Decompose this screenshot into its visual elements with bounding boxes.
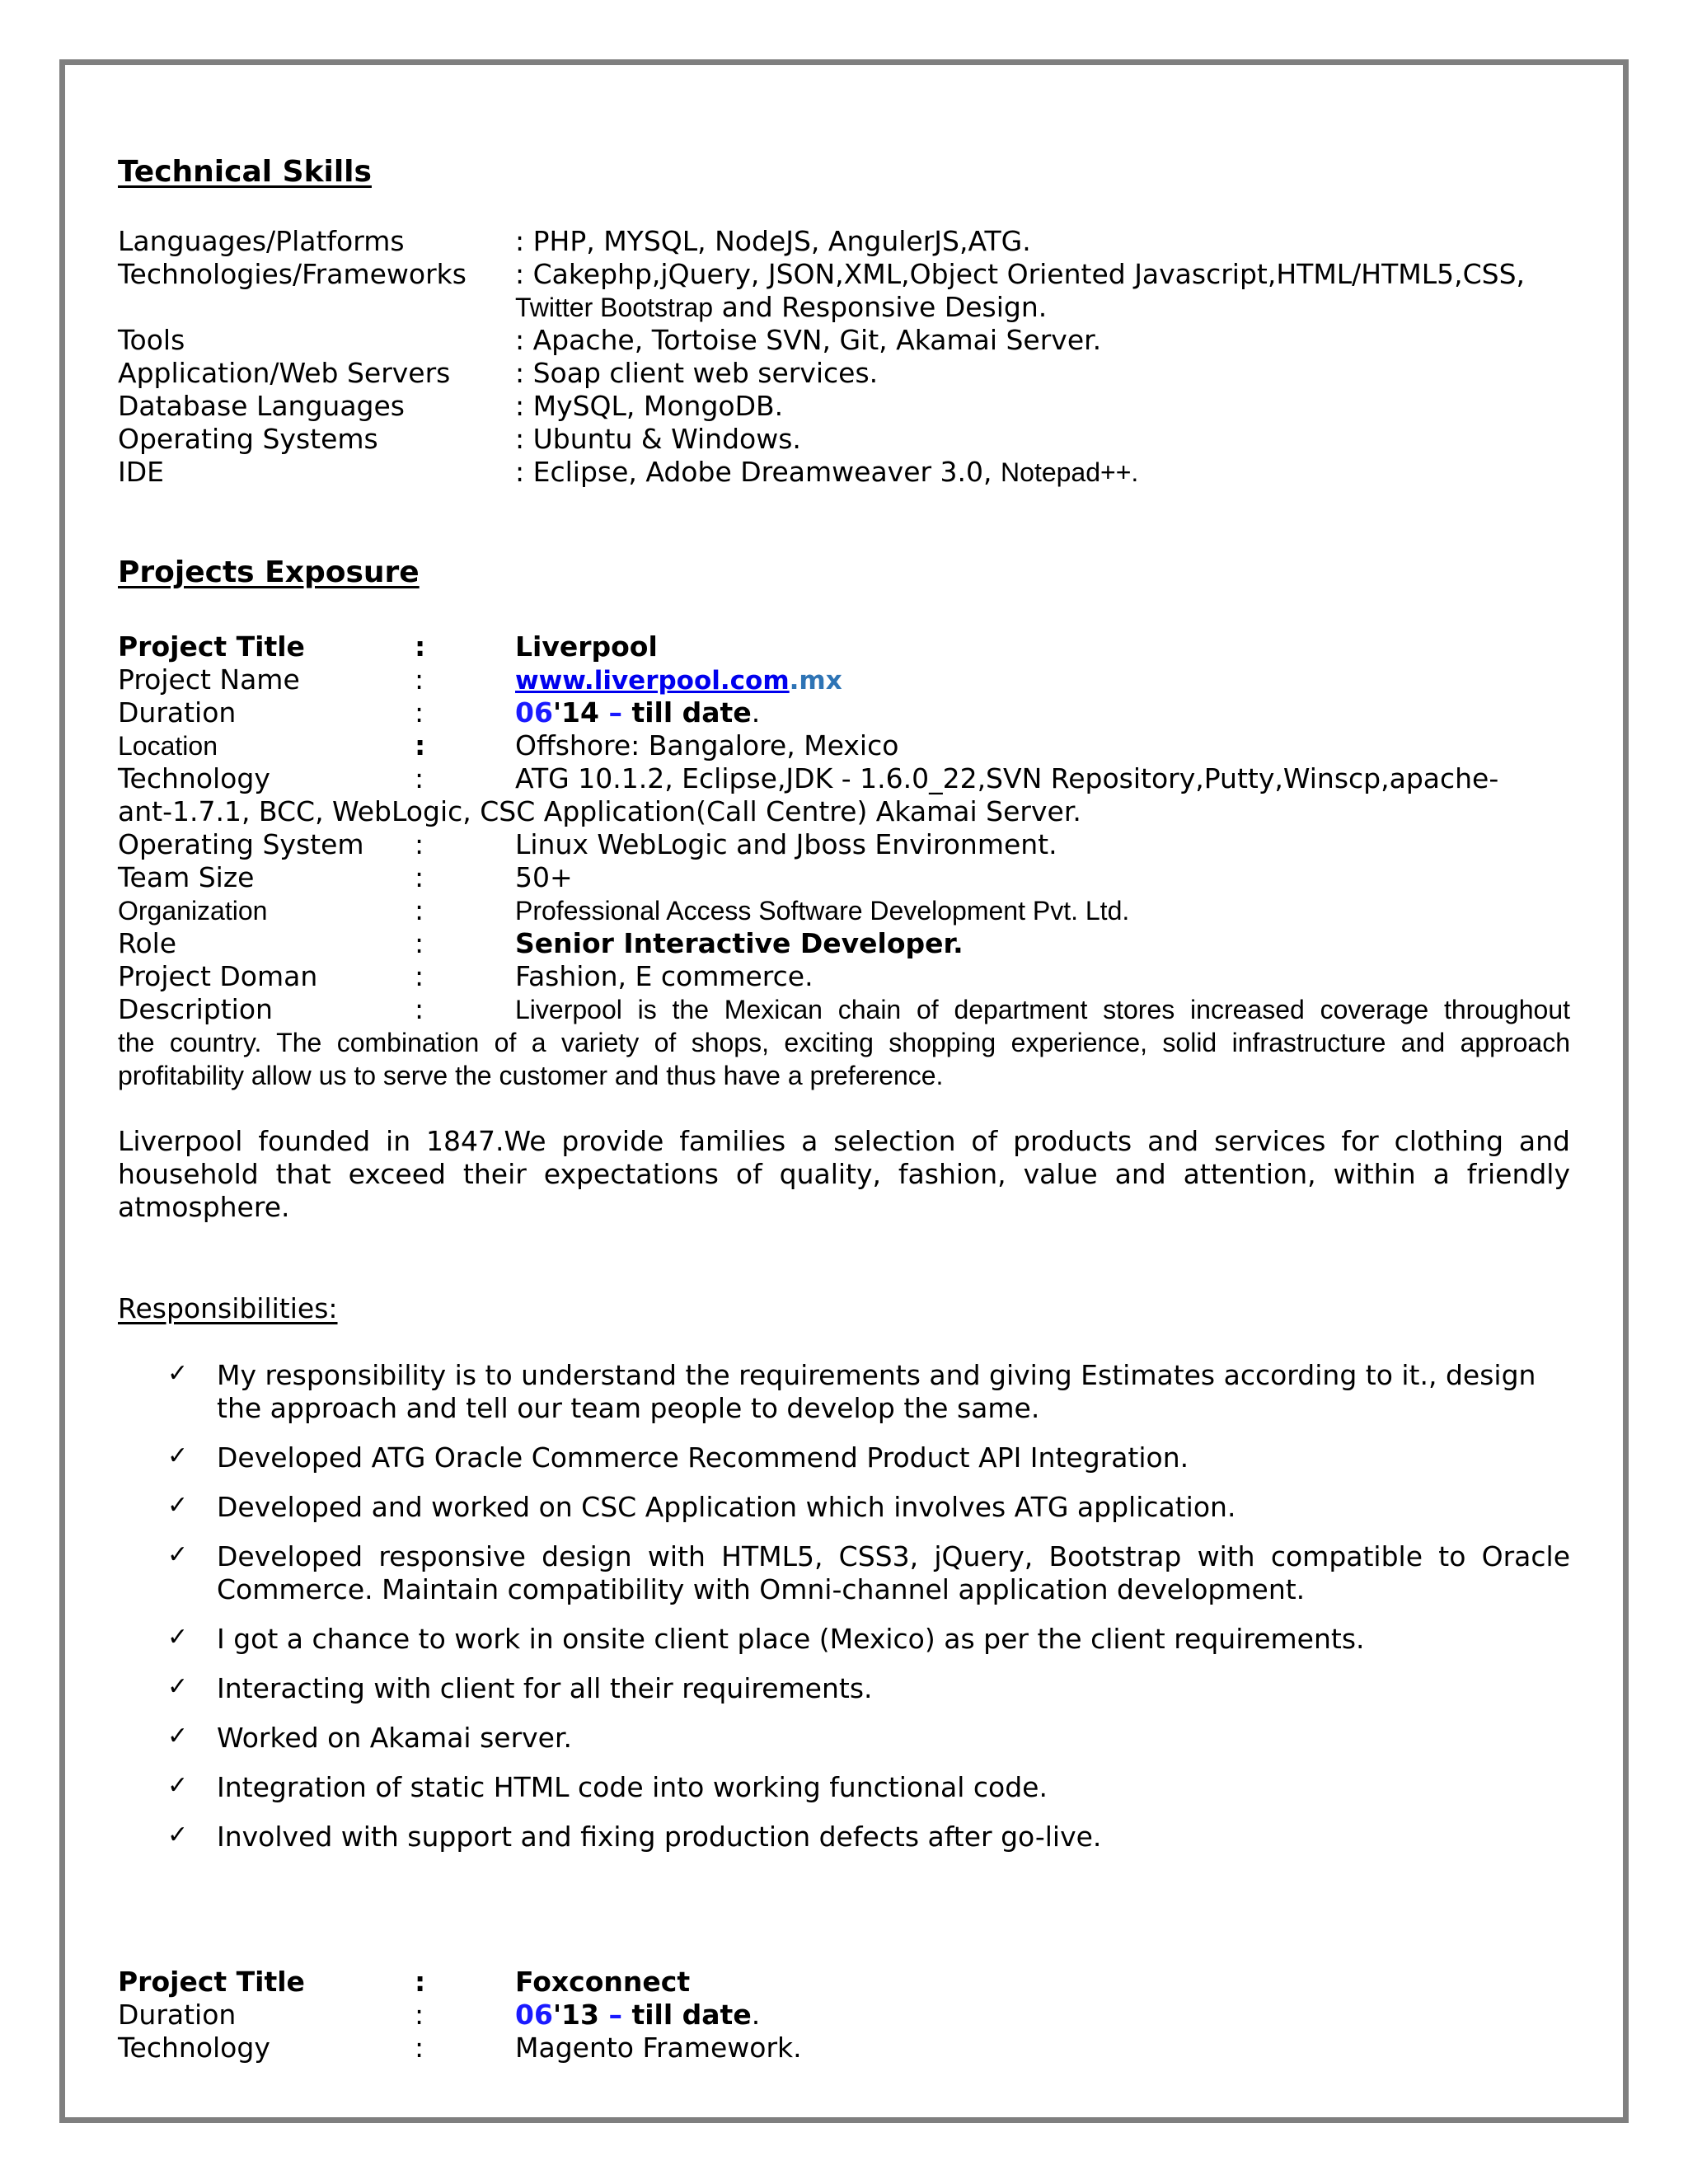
colon: :: [415, 696, 424, 729]
skill-value: [515, 456, 1138, 489]
field-label: Technology: [118, 762, 270, 794]
field-label: Project Doman: [118, 960, 318, 992]
description-line: profitability allow us to serve the customer and thus have a preference.: [118, 1061, 944, 1090]
field-label: Organization: [118, 896, 268, 926]
skill-label: Operating Systems: [118, 423, 378, 455]
duration-till: till date: [631, 696, 752, 729]
skill-value: : Cakephp,jQuery, JSON,XML,Object Oriented Javascript,HTML/HTML5,CSS,: [515, 258, 1526, 290]
skill-value-part: and Responsive Design.: [713, 291, 1048, 323]
os-value: Linux WebLogic and Jboss Environment.: [515, 828, 1057, 860]
colon: :: [415, 729, 426, 762]
field-label: Description: [118, 993, 273, 1025]
check-icon: ✓: [167, 1623, 189, 1652]
field-label: Role: [118, 927, 177, 959]
field-label: Location: [118, 731, 218, 761]
team-size-value: 50+: [515, 861, 573, 893]
responsibilities-heading: Responsibilities:: [118, 1292, 338, 1324]
field-label: Duration: [118, 696, 237, 729]
description-line: the country. The combination of a variety of shops, exciting shopping experience, solid infrastructure and approach: [118, 1028, 1570, 1057]
skill-value: : MySQL, MongoDB.: [515, 390, 784, 422]
organization-value: Professional Access Software Development Pvt. Ltd.: [515, 896, 1130, 926]
check-icon: ✓: [167, 1359, 189, 1388]
skill-label: IDE: [118, 456, 164, 488]
colon: :: [415, 663, 424, 696]
duration-year: '13: [552, 1999, 599, 2031]
check-icon: ✓: [167, 1540, 189, 1569]
field-label: Project Title: [118, 630, 305, 663]
skill-value: : Ubuntu & Windows.: [515, 423, 801, 455]
skill-value: : PHP, MYSQL, NodeJS, AngulerJS,ATG.: [515, 225, 1031, 257]
role-value: Senior Interactive Developer.: [515, 927, 964, 959]
colon: :: [415, 894, 424, 926]
skill-value: : Soap client web services.: [515, 357, 879, 389]
colon: :: [415, 2032, 424, 2064]
skill-label: Languages/Platforms: [118, 225, 405, 257]
project-link[interactable]: www.liverpool.com: [515, 666, 790, 696]
technology-value: ATG 10.1.2, Eclipse,JDK - 1.6.0_22,SVN Repository,Putty,Winscp,apache-: [515, 762, 1499, 794]
paragraph-line: Liverpool founded in 1847.We provide families a selection of products and services for clothing and: [118, 1125, 1570, 1157]
colon: :: [415, 1999, 424, 2031]
field-label: Project Title: [118, 1966, 305, 1998]
duration-dot: .: [751, 696, 761, 729]
field-label: Team Size: [118, 861, 255, 893]
list-item: Worked on Akamai server.: [217, 1722, 572, 1754]
location-value: Offshore: Bangalore, Mexico: [515, 729, 899, 762]
list-item: My responsibility is to understand the requirements and giving Estimates according to it., design: [217, 1359, 1536, 1391]
check-icon: ✓: [167, 1722, 189, 1750]
skill-label: Database Languages: [118, 390, 405, 422]
duration-year: '14: [552, 696, 599, 729]
list-item: Involved with support and fixing production defects after go-live.: [217, 1821, 1102, 1853]
duration-month: 06: [515, 1999, 553, 2031]
project-title: Foxconnect: [515, 1966, 691, 1998]
skill-label: Tools: [118, 324, 185, 356]
description-line: Liverpool is the Mexican chain of department stores increased coverage throughout: [515, 995, 1570, 1024]
duration-dot: .: [751, 1999, 761, 2031]
list-item-continued: Commerce. Maintain compatibility with Omni-channel application development.: [217, 1573, 1306, 1605]
colon: :: [415, 1966, 426, 1998]
check-icon: ✓: [167, 1672, 189, 1701]
colon: :: [415, 960, 424, 992]
check-icon: ✓: [167, 1771, 189, 1800]
list-item: Developed ATG Oracle Commerce Recommend Product API Integration.: [217, 1441, 1189, 1474]
technology-value: Magento Framework.: [515, 2032, 802, 2064]
duration-dash: –: [598, 696, 632, 729]
colon: :: [415, 861, 424, 893]
list-item: Developed responsive design with HTML5, CSS3, jQuery, Bootstrap with compatible to Oracle: [217, 1540, 1570, 1572]
paragraph-line: household that exceed their expectations of quality, fashion, value and attention, within a friendly: [118, 1158, 1570, 1190]
field-label: Duration: [118, 1999, 237, 2031]
colon: :: [415, 828, 424, 860]
duration-value: [515, 696, 760, 729]
duration-value: [515, 1999, 760, 2032]
duration-month: 06: [515, 696, 553, 729]
list-item-continued: the approach and tell our team people to develop the same.: [217, 1392, 1040, 1424]
technical-skills-heading: Technical Skills: [118, 155, 372, 189]
duration-till: till date: [631, 1999, 752, 2031]
project-name: [515, 663, 842, 697]
check-icon: ✓: [167, 1821, 189, 1849]
check-icon: ✓: [167, 1441, 189, 1470]
project-title: Liverpool: [515, 630, 658, 663]
colon: :: [415, 630, 426, 663]
project-link-suffix: .mx: [789, 666, 842, 696]
skill-value: : Apache, Tortoise SVN, Git, Akamai Server.: [515, 324, 1102, 356]
list-item: Interacting with client for all their requirements.: [217, 1672, 873, 1704]
list-item: Developed and worked on CSC Application which involves ATG application.: [217, 1491, 1236, 1523]
projects-exposure-heading: Projects Exposure: [118, 555, 420, 589]
technology-value-continued: ant-1.7.1, BCC, WebLogic, CSC Application(Call Centre) Akamai Server.: [118, 795, 1081, 827]
list-item: I got a chance to work in onsite client place (Mexico) as per the client requirements.: [217, 1623, 1365, 1655]
skill-label: Technologies/Frameworks: [118, 258, 467, 290]
colon: :: [415, 762, 424, 794]
field-label: Operating System: [118, 828, 364, 860]
colon: :: [415, 927, 424, 959]
skill-value-part: Notepad++.: [1001, 457, 1139, 487]
paragraph-line: atmosphere.: [118, 1191, 290, 1223]
list-item: Integration of static HTML code into working functional code.: [217, 1771, 1048, 1803]
skill-value-part: Twitter Bootstrap: [515, 293, 714, 322]
check-icon: ✓: [167, 1491, 189, 1520]
skill-value-continued: [515, 291, 1047, 324]
skill-value-part: : Eclipse, Adobe Dreamweaver 3.0,: [515, 456, 1001, 488]
duration-dash: –: [598, 1999, 632, 2031]
colon: :: [415, 993, 424, 1025]
skill-label: Application/Web Servers: [118, 357, 451, 389]
domain-value: Fashion, E commerce.: [515, 960, 814, 992]
field-label: Technology: [118, 2032, 270, 2064]
field-label: Project Name: [118, 663, 300, 696]
